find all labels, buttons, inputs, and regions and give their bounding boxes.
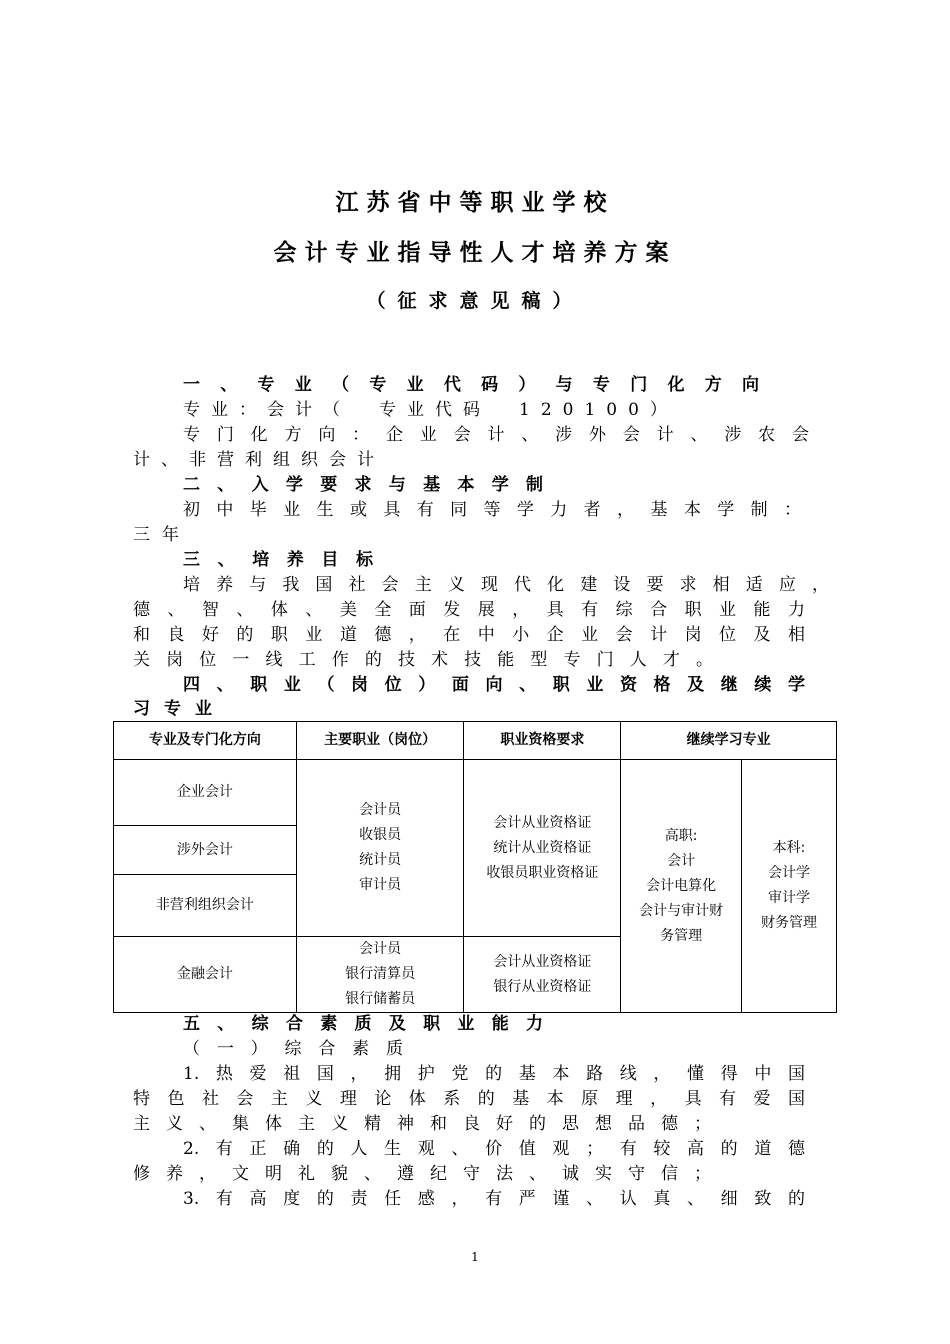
page-number: 1	[471, 1250, 479, 1264]
higher-voc-label: 高职:	[664, 827, 698, 844]
table-cell-direction: 涉外会计	[114, 826, 297, 875]
higher-voc-item: 务管理	[660, 927, 703, 944]
section5-heading: 五、综合素质及职业能力	[183, 1014, 543, 1034]
job-item: 会计员	[359, 802, 402, 818]
section5-para2-a: 2.有正确的人生观、价值观；有较高的道德	[183, 1139, 805, 1159]
table-cell-direction: 非营利组织会计	[114, 875, 297, 937]
higher-voc-item: 会计电算化	[646, 877, 717, 894]
section3-line1: 培养与我国社会主义现代化建设要求相适应，	[183, 575, 829, 595]
table-cell-bachelor	[742, 760, 837, 1013]
table-cell-jobs-group1	[296, 760, 464, 937]
section5-para1-c: 主义、集体主义精神和良好的思想品德；	[133, 1114, 711, 1134]
table-cell-higher-vocational	[621, 760, 742, 1013]
bachelor-item: 财务管理	[761, 915, 818, 931]
section3-line3: 和良好的职业道德，在中小企业会计岗位及相	[133, 625, 805, 645]
higher-voc-item: 会计	[667, 852, 696, 869]
section1-line2b: 计、非营利组织会计	[133, 450, 385, 470]
job-item: 审计员	[359, 877, 402, 893]
section4-heading-b: 习专业	[133, 699, 226, 719]
career-table	[113, 721, 837, 1013]
bachelor-item: 审计学	[768, 890, 811, 906]
table-header-qualifications: 职业资格要求	[464, 722, 621, 760]
section5-para3-a: 3.有高度的责任感，有严谨、认真、细致的	[183, 1189, 805, 1209]
job-item: 收银员	[359, 827, 402, 843]
document-title-line2: 会计专业指导性人才培养方案	[273, 240, 677, 266]
section4-heading-a: 四、职业（岗位）面向、职业资格及继续学	[183, 675, 805, 695]
section1-heading: 一、专业（专业代码）与专门化方向	[183, 375, 759, 395]
qualification-item: 会计从业资格证	[493, 953, 592, 970]
bachelor-item: 会计学	[768, 865, 811, 881]
qualification-item: 收银员职业资格证	[486, 864, 599, 881]
bachelor-label: 本科:	[772, 840, 806, 856]
table-cell-direction: 企业会计	[114, 760, 297, 826]
table-cell-quals-group2	[464, 937, 621, 1013]
section2-line1a: 初中毕业生或具有同等学力者，基本学制：	[183, 500, 801, 520]
document-title-line1: 江苏省中等职业学校	[335, 190, 615, 216]
job-item: 会计员	[359, 941, 402, 957]
table-header-jobs: 主要职业（岗位）	[296, 722, 464, 760]
qualification-item: 银行从业资格证	[493, 978, 592, 995]
table-cell-direction: 金融会计	[114, 937, 297, 1013]
job-item: 统计员	[359, 852, 402, 868]
table-header-further-study: 继续学习专业	[621, 722, 837, 760]
document-subtitle: （征求意见稿）	[366, 290, 584, 312]
section2-line1b: 三年	[133, 525, 191, 545]
section1-line1: 专业：会计（ 专业代码 120100）	[183, 400, 678, 420]
section1-line2a: 专门化方向：企业会计、涉外会计、涉农会	[183, 425, 809, 445]
section3-line2: 德、智、体、美全面发展，具有综合职业能力	[133, 600, 805, 620]
section3-heading: 三、培养目标	[183, 550, 373, 570]
qualification-item: 会计从业资格证	[493, 814, 592, 831]
section5-para1-b: 特色社会主义理论体系的基本原理，具有爱国	[133, 1089, 805, 1109]
higher-voc-item: 会计与审计财	[639, 902, 724, 919]
section5-subheading: （一）综合素质	[183, 1039, 403, 1059]
table-cell-jobs-group2	[296, 937, 464, 1013]
section2-heading: 二、入学要求与基本学制	[183, 475, 543, 495]
section5-para2-b: 修养，文明礼貌、遵纪守法、诚实守信；	[133, 1164, 711, 1184]
section5-para1-a: 1.热爱祖国，拥护党的基本路线，懂得中国	[183, 1064, 805, 1084]
job-item: 银行储蓄员	[345, 991, 416, 1007]
table-header-direction: 专业及专门化方向	[114, 722, 297, 760]
qualification-item: 统计从业资格证	[493, 839, 592, 856]
section3-line4: 关岗位一线工作的技术技能型专门人才。	[133, 650, 713, 670]
job-item: 银行清算员	[345, 966, 416, 982]
table-cell-quals-group1	[464, 760, 621, 937]
